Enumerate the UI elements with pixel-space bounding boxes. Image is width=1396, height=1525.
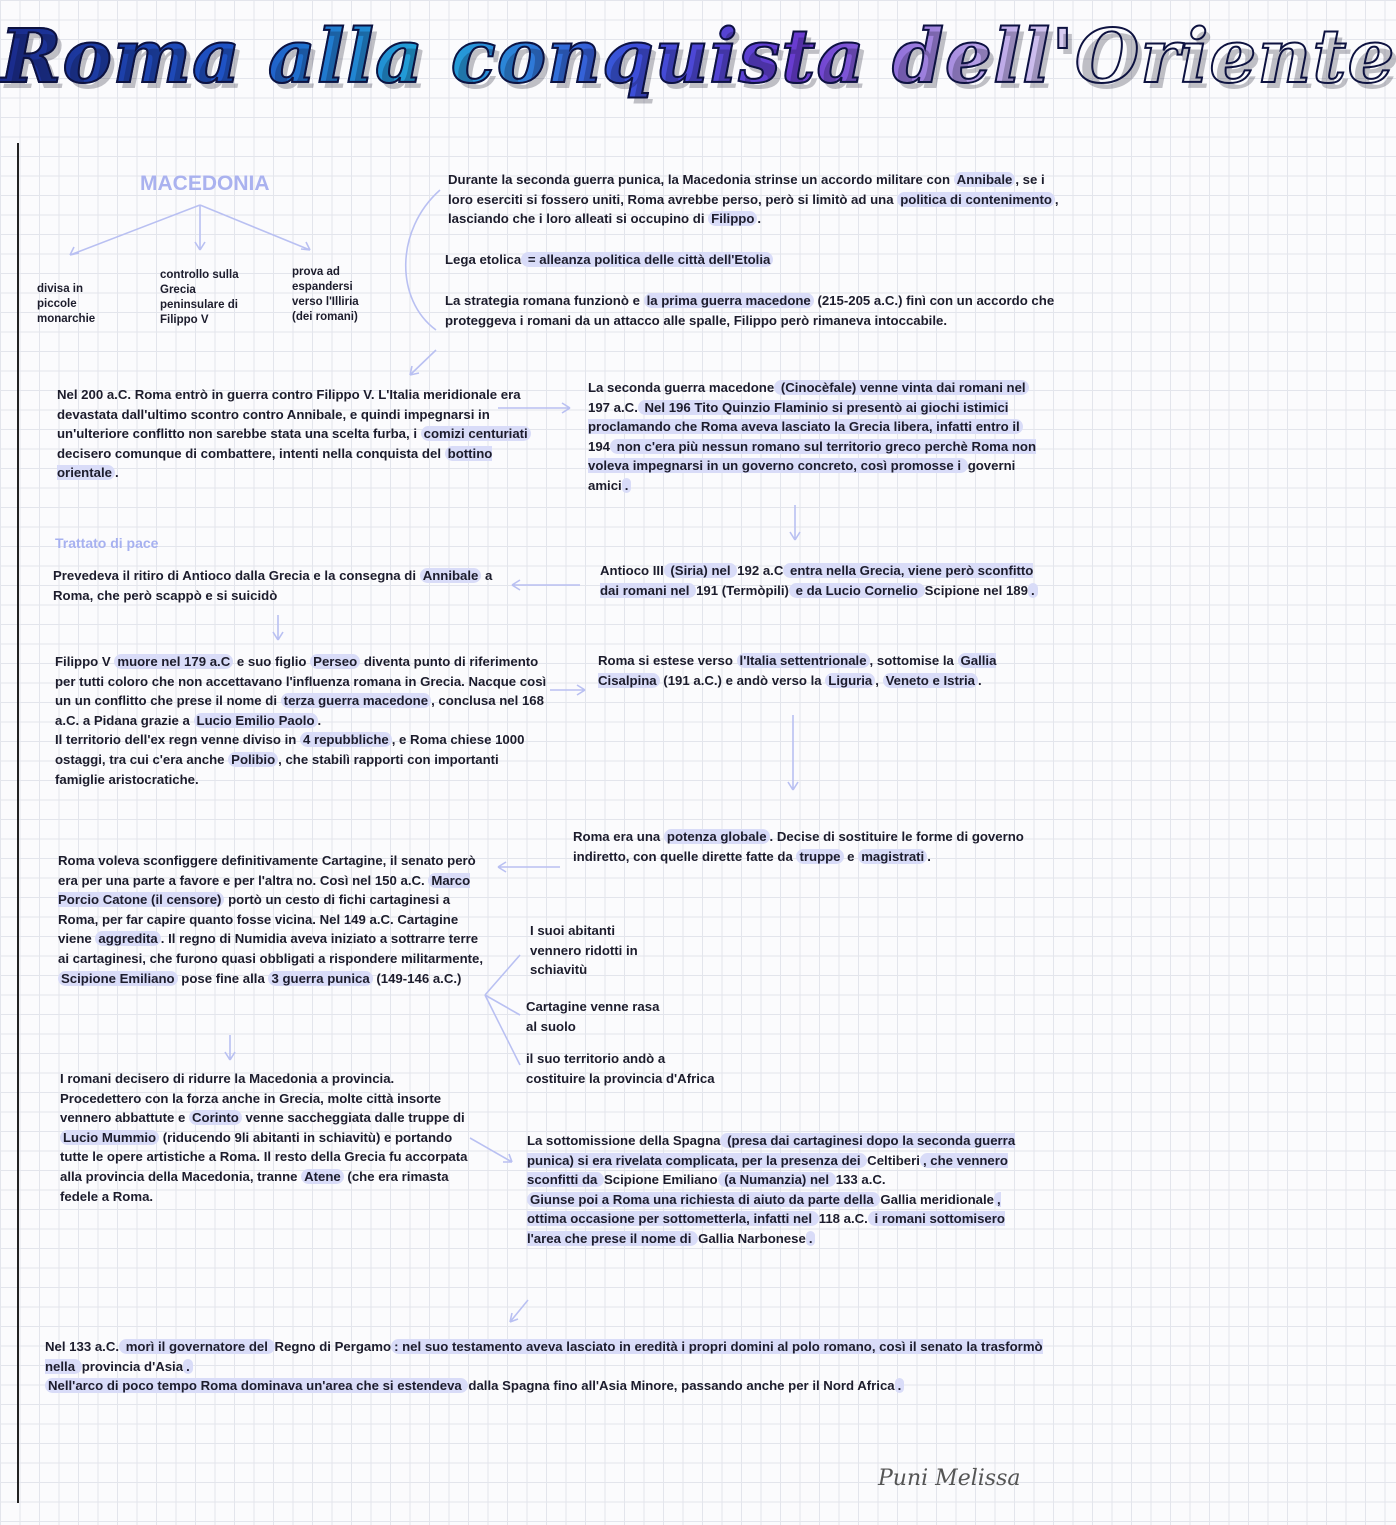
highlighted-term: non c'era più nessun romano sul territorio greco perchè Roma non voleva impegnarsi in un governo concreto, così promosse i <box>588 438 1037 474</box>
text-segment: Gallia meridionale <box>880 1191 994 1207</box>
text-segment: , sottomise la <box>869 653 958 668</box>
highlighted-term: muore nel 179 a.C <box>114 654 233 669</box>
highlighted-term: e da Lucio Cornelio <box>789 583 925 598</box>
text-segment: , lasciando che i loro alleati si occupino di <box>448 191 1059 227</box>
highlighted-term: , ottima occasione per sottometterla, infatti nel <box>527 1191 1001 1227</box>
text-segment: Regno di Pergamo <box>274 1339 392 1354</box>
text-segment: . <box>927 848 931 864</box>
highlighted-term: Marco Porcio Catone (il censore) <box>58 872 471 908</box>
macedonia-branch-1: divisa in piccole monarchie <box>37 283 96 325</box>
text-segment: (149-146 a.C.) <box>372 970 462 986</box>
text-segment: . <box>114 465 119 481</box>
text-segment: 191 (Termòpili) <box>696 582 789 598</box>
text-block-trattato <box>53 566 493 605</box>
highlighted-term: aggredita <box>95 931 160 946</box>
text-block-cartagine <box>58 851 488 988</box>
highlighted-term: . <box>1028 583 1038 598</box>
text-segment: Durante la seconda guerra punica, la Macedonia strinse un accordo militare con <box>448 172 954 187</box>
highlighted-term: politica di contenimento <box>897 192 1055 207</box>
text-block-cartagine-rasa: Cartagine venne rasa al suolo <box>526 999 660 1034</box>
text-block-seconda-guerra-punica <box>448 170 1068 229</box>
text-segment: (215-205 a.C.) finì con un accordo che proteggeva i romani da un attacco alle spalle, Filippo però rimaneva intoccabile. <box>445 293 1055 328</box>
text-segment: La strategia romana funzionò e <box>445 293 644 308</box>
highlighted-term: magistrati <box>858 849 927 864</box>
text-segment: . Il regno di Numidia aveva iniziato a sottrarre terre ai cartaginesi, che furono quasi obbligati a rispondere militarmente, <box>58 931 484 966</box>
text-segment: 192 a.C <box>737 563 784 578</box>
highlighted-term: Corinto <box>189 1110 242 1125</box>
text-segment: , conclusa nel 168 a.C. a Pidana grazie a <box>55 693 544 728</box>
text-block-provincia-africa: il suo territorio andò a costituire la provincia d'Africa <box>526 1051 715 1086</box>
highlighted-term: potenza globale <box>664 829 770 844</box>
highlighted-term: Filippo <box>708 211 757 226</box>
text-segment: Gallia Narbonese <box>698 1230 806 1246</box>
highlighted-term: 4 repubbliche <box>300 732 392 747</box>
highlighted-term: Lucio Mummio <box>60 1130 159 1145</box>
highlighted-term: i romani sottomisero l'area che prese il nome di <box>527 1211 1005 1246</box>
highlighted-term: Annibale <box>420 568 482 583</box>
highlighted-term: . <box>622 478 632 493</box>
highlighted-term: Veneto e Istria <box>883 673 978 688</box>
highlighted-term: Nel 196 Tito Quinzio Flaminio si presentò ai giochi istimici proclamando che Roma aveva lasciato la Grecia libera, infatti entro il <box>588 400 1023 435</box>
text-segment: provincia d'Asia <box>81 1358 184 1374</box>
text-segment: venne saccheggiata dalle truppe di <box>241 1110 465 1126</box>
highlighted-term: (presa dai cartaginesi dopo la seconda guerra punica) si era rivelata complicata, per la presenza dei <box>527 1133 1016 1168</box>
text-segment: (191 a.C.) e andò verso la <box>659 672 826 688</box>
text-segment: Lega etolica <box>445 252 522 267</box>
highlighted-term: = alleanza politica delle città dell'Etolia <box>521 252 773 267</box>
text-segment: 133 a.C. <box>835 1172 886 1188</box>
text-segment: Prevedeva il ritiro di Antioco dalla Grecia e la consegna di <box>53 568 420 583</box>
highlighted-term: truppe <box>796 849 843 864</box>
text-segment: , che stabilì rapporti con importanti famiglie aristocratiche. <box>55 751 499 787</box>
highlighted-term: la prima guerra macedone <box>644 293 814 308</box>
text-block-potenza-globale <box>573 827 1053 866</box>
text-block-antioco <box>600 561 1050 600</box>
highlighted-term: morì il governatore del <box>119 1339 275 1354</box>
text-segment: decisero comunque di combattere, intenti nella conquista del <box>57 445 445 461</box>
text-segment: e <box>843 848 859 864</box>
text-block-prima-guerra-macedone <box>445 291 1065 330</box>
highlighted-term: Liguria <box>825 673 875 688</box>
highlighted-term: Lucio Emilio Paolo <box>194 713 318 728</box>
text-block-pergamo <box>45 1337 1075 1396</box>
highlighted-term: . <box>806 1231 816 1246</box>
text-segment: e suo figlio <box>233 654 311 669</box>
highlighted-term: (Siria) nel <box>664 563 737 578</box>
text-segment: Antioco III <box>600 563 664 578</box>
text-segment: Roma si estese verso <box>598 653 737 668</box>
text-segment: Filippo V <box>55 654 115 669</box>
text-segment: 197 a.C. <box>588 399 638 415</box>
text-block-abitanti: I suoi abitanti vennero ridotti in schiavitù <box>530 923 638 978</box>
highlighted-term: bottino orientale <box>57 445 493 481</box>
text-segment: , <box>875 672 883 688</box>
text-segment: , se i loro eserciti si fossero uniti, Roma avrebbe perso, però si limitò ad una <box>448 172 1045 207</box>
author-signature: Puni Melissa <box>878 1466 1021 1491</box>
text-segment: La seconda guerra macedone <box>588 380 775 395</box>
text-segment: Il territorio dell'ex regn venne diviso in <box>55 732 300 748</box>
text-segment: , e Roma chiese 1000 ostaggi, tra cui c'era anche <box>55 732 525 767</box>
highlighted-term: Annibale <box>954 172 1016 187</box>
text-segment: Scipione Emiliano <box>604 1172 718 1188</box>
text-segment: Nel 133 a.C. <box>45 1339 120 1354</box>
text-segment: . <box>757 211 762 227</box>
text-segment: Roma era una <box>573 829 664 844</box>
macedonia-branch-3: prova ad espandersi verso l'Illiria (dei romani) <box>292 266 359 323</box>
text-block-lega-etolica <box>445 250 1065 270</box>
highlighted-term: (Cinocèfale) venne vinta dai romani nel <box>774 380 1028 395</box>
highlighted-term: l'Italia settentrionale <box>737 653 870 668</box>
text-block-macedonia-provincia <box>60 1069 470 1206</box>
text-block-terza-guerra-macedone <box>55 652 550 789</box>
text-segment: I romani decisero di ridurre la Macedonia a provincia. Procedettero con la forza anche in Grecia, molte città insorte vennero abbattute e <box>60 1071 442 1126</box>
text-segment: a Roma, che però scappò e si suicidò <box>53 568 493 603</box>
highlighted-term: Polibio <box>228 752 278 767</box>
text-segment: (riducendo 9li abitanti in schiavitù) e portando tutte le opere artistiche a Roma. Il resto della Grecia fu accorpata alla provincia della Macedonia, tranne <box>60 1129 468 1184</box>
highlighted-term: entra nella Grecia, viene però sconfitto dai romani nel <box>600 563 1034 598</box>
text-segment: Celtiberi <box>867 1152 920 1168</box>
highlighted-term: Gallia Cisalpina <box>598 653 997 688</box>
highlighted-term: . <box>895 1378 905 1393</box>
text-segment: (che era rimasta fedele a Roma. <box>60 1168 449 1204</box>
text-block-italia-settentrionale <box>598 651 1038 690</box>
text-segment: . <box>317 712 322 728</box>
macedonia-branch-2: controllo sulla Grecia peninsulare di Filippo V <box>160 269 239 326</box>
text-block-guerra-filippo <box>57 385 557 483</box>
page-title: Roma alla conquista dell'Oriente <box>0 14 1396 100</box>
highlighted-term: Perseo <box>310 654 360 669</box>
highlighted-term: , che vennero sconfitti da <box>527 1152 1008 1188</box>
text-segment: pose fine alla <box>177 970 269 986</box>
text-block-spagna <box>527 1131 1027 1249</box>
text-segment: 194 <box>588 438 611 454</box>
highlighted-term: comizi centuriati <box>421 426 531 441</box>
text-segment: diventa punto di riferimento per tutti coloro che non accettavano l'influenza romana in Grecia. Nacque così un un conflitto che prese il nome di <box>55 654 547 709</box>
text-segment: . <box>978 672 982 688</box>
highlighted-term: Giunse poi a Roma una richiesta di aiuto da parte della <box>527 1192 880 1207</box>
text-segment: . Decise di sostituire le forme di governo indiretto, con quelle dirette fatte da <box>573 829 1024 864</box>
highlighted-term: Scipione Emiliano <box>58 971 178 986</box>
highlighted-term: terza guerra macedone <box>281 693 431 708</box>
highlighted-term: Nell'arco di poco tempo Roma dominava un'area che si estendeva <box>45 1378 468 1393</box>
text-segment: Scipione nel 189 <box>924 582 1028 598</box>
highlighted-term: (a Numanzia) nel <box>718 1172 836 1187</box>
highlighted-term: . <box>183 1359 193 1374</box>
text-segment: Roma voleva sconfiggere definitivamente Cartagine, il senato però era per una parte a favore e per l'altra no. Così nel 150 a.C. <box>58 853 476 888</box>
text-segment: governi amici <box>588 458 1016 493</box>
trattato-heading: Trattato di pace <box>55 535 159 551</box>
highlighted-term: : nel suo testamento aveva lasciato in eredità i propri domini al polo romano, così il senato la trasformò nella <box>45 1339 1043 1374</box>
macedonia-heading: MACEDONIA <box>140 172 270 195</box>
highlighted-term: 3 guerra punica <box>268 971 372 986</box>
text-segment: dalla Spagna fino all'Asia Minore, passando anche per il Nord Africa <box>468 1378 895 1394</box>
text-segment: 118 a.C. <box>818 1211 868 1227</box>
text-block-seconda-guerra-macedone <box>588 378 1048 496</box>
text-segment: Nel 200 a.C. Roma entrò in guerra contro Filippo V. L'Italia meridionale era devastata dall'ultimo scontro contro Annibale, e quindi impegnarsi in un'ulteriore conflitto non sarebbe stata una scelta furba, i <box>57 387 521 442</box>
highlighted-term: Atene <box>301 1169 344 1184</box>
text-segment: portò un cesto di fichi cartaginesi a Roma, per far capire quanto fosse vicina. Nel 149 a.C. Cartagine viene <box>58 892 459 947</box>
text-segment: La sottomissione della Spagna <box>527 1133 721 1148</box>
